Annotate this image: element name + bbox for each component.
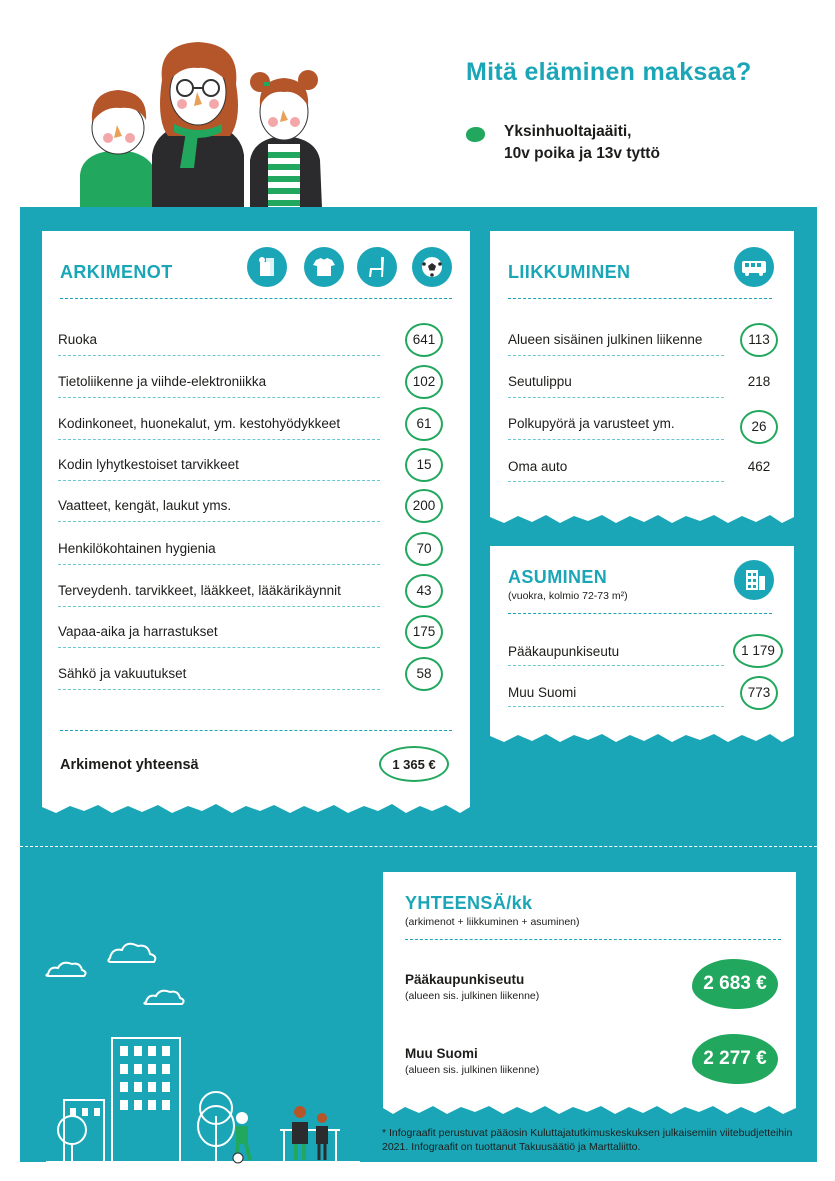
football-icon bbox=[412, 247, 452, 287]
row-label: Vaatteet, kengät, laukut yms. bbox=[58, 498, 232, 513]
row-divider bbox=[508, 355, 724, 356]
arkimenot-total-separator bbox=[60, 730, 452, 731]
row-divider bbox=[58, 647, 380, 648]
row-divider bbox=[508, 481, 724, 482]
row-value: 462 bbox=[747, 459, 771, 474]
row-divider bbox=[508, 397, 724, 398]
asuminen-subtitle: (vuokra, kolmio 72-73 m²) bbox=[508, 590, 628, 602]
footnote: * Infograafit perustuvat pääosin Kuluttajatutkimuskeskuksen julkaisemiin viitebudjetteihin 2021. Infograafit on tuottanut Takuusäätiö ja Marttaliitto. bbox=[382, 1127, 793, 1153]
total-value-badge: 2 277 € bbox=[692, 1034, 778, 1084]
row-value: 113 bbox=[748, 332, 770, 347]
child-with-ball bbox=[233, 1112, 250, 1163]
row-divider bbox=[58, 521, 380, 522]
legend-line-1: Yksinhuoltajaäiti, bbox=[504, 123, 632, 140]
page-title: Mitä eläminen maksaa? bbox=[466, 58, 752, 86]
row-value: 102 bbox=[412, 374, 436, 389]
yhteensa-subtitle: (arkimenot + liikkuminen + asuminen) bbox=[405, 916, 580, 928]
row-divider bbox=[508, 706, 724, 707]
row-label: Alueen sisäinen julkinen liikenne bbox=[508, 332, 703, 347]
row-divider bbox=[58, 564, 380, 565]
family-illustration bbox=[70, 40, 340, 210]
row-label: Oma auto bbox=[508, 459, 568, 474]
row-value: 58 bbox=[416, 666, 432, 681]
legend-line-2: 10v poika ja 13v tyttö bbox=[504, 145, 660, 162]
total-label: Muu Suomi bbox=[405, 1046, 478, 1061]
row-value: 61 bbox=[416, 416, 432, 431]
row-label: Seutulippu bbox=[508, 374, 572, 389]
row-label: Pääkaupunkiseutu bbox=[508, 644, 620, 659]
row-value: 175 bbox=[412, 624, 436, 639]
building-icon bbox=[734, 560, 774, 600]
asuminen-separator bbox=[508, 613, 772, 614]
row-divider bbox=[58, 689, 380, 690]
yhteensa-title: YHTEENSÄ/kk bbox=[405, 893, 533, 913]
bus-icon bbox=[734, 247, 774, 287]
city-illustration bbox=[40, 930, 370, 1164]
legend-marker bbox=[466, 127, 485, 142]
row-label: Ruoka bbox=[58, 332, 98, 347]
liikkuminen-title: LIIKKUMINEN bbox=[508, 262, 631, 282]
row-label: Muu Suomi bbox=[508, 685, 577, 700]
liikkuminen-separator bbox=[508, 298, 772, 299]
total-sub: (alueen sis. julkinen liikenne) bbox=[405, 1064, 540, 1076]
arkimenot-total-value: 1 365 € bbox=[392, 757, 436, 772]
row-divider bbox=[58, 480, 380, 481]
row-label: Tietoliikenne ja viihde-elektroniikka bbox=[58, 374, 267, 389]
row-value: 641 bbox=[412, 332, 436, 347]
section-divider bbox=[20, 846, 817, 847]
boy-figure bbox=[80, 90, 156, 208]
total-label: Pääkaupunkiseutu bbox=[405, 972, 525, 987]
shopping-bag-icon bbox=[247, 247, 287, 287]
row-value: 1 179 bbox=[741, 643, 775, 658]
family-on-bench bbox=[292, 1106, 328, 1160]
row-label: Kodin lyhytkestoiset tarvikkeet bbox=[58, 457, 239, 472]
row-value: 200 bbox=[412, 498, 436, 513]
row-label: Henkilökohtainen hygienia bbox=[58, 541, 216, 556]
arkimenot-separator bbox=[60, 298, 452, 299]
row-label: Vapaa-aika ja harrastukset bbox=[58, 624, 218, 639]
row-divider bbox=[58, 606, 380, 607]
torn-edge bbox=[383, 1102, 796, 1116]
row-divider bbox=[508, 665, 724, 666]
arkimenot-total-label: Arkimenot yhteensä bbox=[60, 757, 199, 773]
total-value-badge: 2 683 € bbox=[692, 959, 778, 1009]
row-label: Terveydenh. tarvikkeet, lääkkeet, lääkärikäynnit bbox=[58, 583, 341, 598]
row-value: 218 bbox=[747, 374, 771, 389]
yhteensa-separator bbox=[405, 939, 781, 940]
torn-edge bbox=[42, 801, 470, 815]
chair-icon bbox=[357, 247, 397, 287]
row-value: 70 bbox=[416, 541, 432, 556]
asuminen-title: ASUMINEN bbox=[508, 567, 608, 587]
tshirt-icon bbox=[304, 247, 344, 287]
mother-figure bbox=[152, 42, 244, 208]
row-divider bbox=[58, 397, 380, 398]
row-label: Kodinkoneet, huonekalut, ym. kestohyödykkeet bbox=[58, 416, 341, 431]
row-value: 26 bbox=[751, 419, 767, 434]
row-value: 15 bbox=[416, 457, 432, 472]
row-label: Polkupyörä ja varusteet ym. bbox=[508, 416, 675, 431]
row-divider bbox=[58, 439, 380, 440]
household-legend bbox=[504, 121, 660, 165]
row-divider bbox=[508, 439, 724, 440]
row-divider bbox=[58, 355, 380, 356]
row-value: 43 bbox=[416, 583, 432, 598]
total-sub: (alueen sis. julkinen liikenne) bbox=[405, 990, 540, 1002]
row-value: 773 bbox=[747, 685, 771, 700]
torn-edge bbox=[490, 730, 794, 744]
arkimenot-card bbox=[42, 231, 470, 803]
row-label: Sähkö ja vakuutukset bbox=[58, 666, 187, 681]
arkimenot-title: ARKIMENOT bbox=[60, 262, 173, 282]
torn-edge bbox=[490, 511, 794, 525]
girl-figure bbox=[250, 70, 322, 208]
